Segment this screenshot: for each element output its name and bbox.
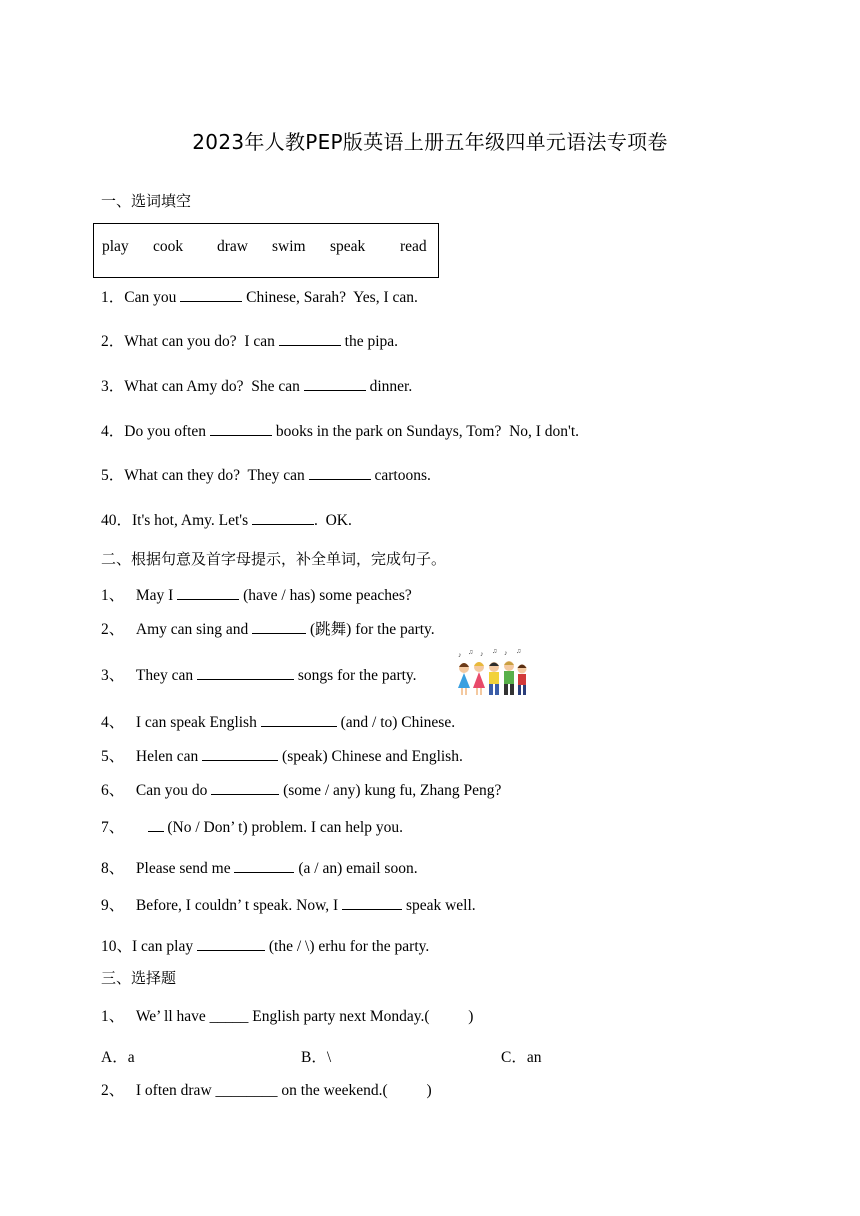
svg-text:♪: ♪ [458,651,462,659]
word-bank-word: draw [217,238,248,255]
answer-blank[interactable] [177,585,239,600]
section1-heading: 一、选词填空 [101,192,192,210]
option-a[interactable]: A．a [101,1049,135,1066]
question-2-5: 5、 Helen can (speak) Chinese and English. [101,748,463,765]
word-bank-word: swim [272,238,306,255]
svg-text:♫: ♫ [468,648,474,656]
answer-blank[interactable] [180,287,242,302]
svg-text:♪: ♪ [480,650,484,658]
option-b[interactable]: B．\ [301,1049,332,1066]
answer-blank[interactable] [261,712,337,727]
svg-text:♫: ♫ [516,648,522,655]
section2-heading: 二、根据句意及首字母提示，补全单词，完成句子。 [101,550,447,568]
answer-blank[interactable] [197,936,265,951]
page-title: 2023年人教PEP版英语上册五年级四单元语法专项卷 [192,130,668,154]
question-1-4: 4．Do you often books in the park on Sundays, Tom? No, I don't. [101,423,580,440]
question-2-3: 3、 They can songs for the party. [101,667,417,684]
word-bank-word: speak [330,238,366,255]
answer-blank[interactable] [234,858,294,873]
answer-blank[interactable] [342,895,402,910]
word-bank-word: read [400,238,427,255]
question-2-10: 10、I can play (the / \) erhu for the party. [101,938,430,955]
question-2-7: 7、 (No / Don’ t) problem. I can help you. [101,819,403,836]
svg-text:♫: ♫ [492,648,498,655]
answer-blank[interactable] [304,376,366,391]
question-3-2: 2、 I often draw ________ on the weekend.( ) [101,1082,432,1099]
option-c[interactable]: C．an [501,1049,542,1066]
question-1-5: 5．What can they do? They can cartoons. [101,467,431,484]
answer-blank[interactable] [148,817,164,832]
question-2-4: 4、 I can speak English (and / to) Chinese. [101,714,456,731]
question-2-1: 1、 May I (have / has) some peaches? [101,587,412,604]
question-1-6: 40．It's hot, Amy. Let's . OK. [101,512,352,529]
answer-blank[interactable] [197,665,294,680]
word-bank-box [93,223,439,278]
question-1-3: 3．What can Amy do? She can dinner. [101,378,413,395]
svg-text:♪: ♪ [504,649,508,657]
singing-children-illustration [452,648,528,698]
answer-blank[interactable] [210,421,272,436]
question-1-2: 2．What can you do? I can the pipa. [101,333,399,350]
question-2-8: 8、 Please send me (a / an) email soon. [101,860,418,877]
answer-blank[interactable] [211,780,279,795]
word-bank-word: play [102,238,129,255]
word-bank-word: cook [153,238,184,255]
question-2-9: 9、 Before, I couldn’ t speak. Now, I speak well. [101,897,476,914]
answer-blank[interactable] [202,746,278,761]
answer-blank[interactable] [309,465,371,480]
question-1-1: 1．Can you Chinese, Sarah? Yes, I can. [101,289,418,306]
question-2-6: 6、 Can you do (some / any) kung fu, Zhang Peng? [101,782,502,799]
answer-blank[interactable] [252,510,314,525]
question-2-2: 2、 Amy can sing and (跳舞) for the party. [101,621,435,638]
question-3-1: 1、 We’ ll have _____ English party next Monday.( ) [101,1008,474,1025]
section3-heading: 三、选择题 [101,969,177,987]
answer-blank[interactable] [252,619,306,634]
answer-blank[interactable] [279,331,341,346]
